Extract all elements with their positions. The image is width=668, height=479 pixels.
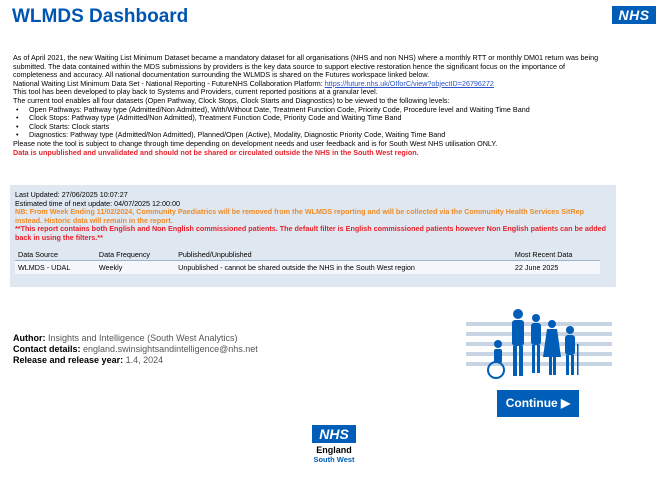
list-item: • Open Pathways: Pathway type (Admitted/Non Admitted), With/Without Date, Treatment Function Code, Priority Code, Procedure level and Waiting Time Band	[13, 106, 608, 115]
table-cell: Weekly	[96, 261, 175, 275]
intro-paragraph: The current tool enables all four datasets (Open Pathway, Clock Stops, Clock Starts and Diagnostics) to be viewed to the following levels:	[13, 95, 450, 105]
data-source-table	[15, 249, 600, 274]
commissioned-patients-notice: **This report contains both English and Non English commissioned patients. The default filter is English commissioned patients however Non English patients can be added back in using the filters.**	[15, 224, 607, 242]
list-item: • Clock Starts: Clock starts	[13, 123, 608, 132]
footer-region: South West	[313, 455, 355, 464]
update-panel	[10, 185, 616, 287]
last-updated: Last Updated: 27/06/2025 10:07:27	[15, 190, 128, 199]
author-line: Author: Insights and Intelligence (South West Analytics)	[13, 333, 238, 343]
list-item: • Diagnostics: Pathway type (Admitted/Non Admitted), Planned/Open (Active), Modality, Diagnostic Priority Code, Waiting Time Band	[13, 131, 608, 140]
intro-paragraph: This tool has been developed to play back to Systems and Providers, current reported positions at a granular level.	[13, 87, 378, 97]
column-header: Most Recent Data	[512, 249, 600, 261]
intro-paragraph: As of April 2021, the new Waiting List Minimum Dataset became a mandatory dataset for all organisations (NHS and non NHS) where a monthly RTT or monthly DM01 return was being submitted. The data contained within the MDS submissions by providers is the key data source to support elective restoration hence the significant focus on the importance of completeness and accuracy. All national documentation surrounding the WLMDS is shared on the Futures workspace linked below.	[13, 53, 599, 80]
intro-paragraph: National Waiting List Minimum Data Set - National Reporting - FutureNHS Collaboration Platform: https://future.nhs.uk/OIforC/view?objectID=26796272	[13, 78, 494, 88]
people-illustration	[466, 308, 612, 380]
column-header: Data Source	[15, 249, 96, 261]
footer-nhs-logo: NHS	[312, 425, 356, 443]
list-item: • Clock Stops: Pathway type (Admitted/Non Admitted), Treatment Function Code, Priority Code and Waiting Time Band	[13, 114, 608, 123]
nhs-logo: NHS	[612, 6, 656, 24]
column-header: Data Frequency	[96, 249, 175, 261]
intro-paragraph: Please note the tool is subject to change through time depending on development needs and user feedback and is for South West NHS utilisation ONLY.	[13, 138, 498, 148]
footer-org: England	[316, 445, 352, 455]
community-paediatrics-notice: NB: From Week Ending 11/02/2024, Community Paediatrics will be removed from the WLMDS reporting and will be collected via the Community Health Services SitRep instead. Historic data will remain in the report.	[15, 207, 585, 225]
nhs-england-south-west-logo	[310, 425, 358, 464]
futures-link[interactable]: https://future.nhs.uk/OIforC/view?objectID=26796272	[324, 78, 494, 88]
data-warning: Data is unpublished and unvalidated and should not be shared or circulated outside the NHS in the South West region.	[13, 147, 419, 157]
column-header: Published/Unpublished	[175, 249, 512, 261]
table-cell: 22 June 2025	[512, 261, 600, 275]
author-block	[13, 333, 258, 366]
table-cell: WLMDS - UDAL	[15, 261, 96, 275]
page-title: WLMDS Dashboard	[12, 6, 189, 27]
next-update: Estimated time of next update: 04/07/2025 12:00:00	[15, 198, 181, 208]
dataset-list	[13, 106, 608, 140]
continue-button[interactable]: Continue ▶	[497, 390, 579, 417]
intro-text	[13, 54, 608, 157]
table-row	[15, 261, 600, 275]
table-header-row	[15, 249, 600, 261]
release-line: Release and release year: 1.4, 2024	[13, 355, 164, 365]
contact-line: Contact details: england.swinsightsandintelligence@nhs.net	[13, 344, 258, 354]
table-cell: Unpublished - cannot be shared outside the NHS in the South West region	[175, 261, 512, 275]
